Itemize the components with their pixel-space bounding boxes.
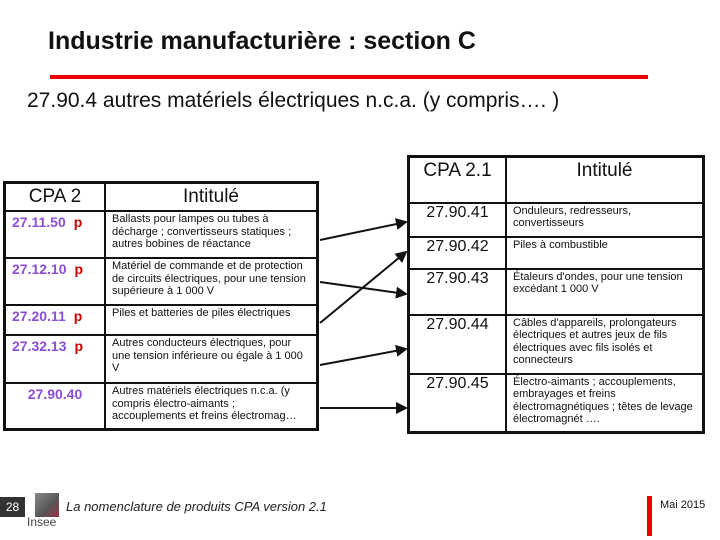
footer-red-bar xyxy=(647,496,652,536)
code-cell: 27.90.44 xyxy=(409,315,507,374)
footer-date: Mai 2015 xyxy=(660,499,706,511)
mapping-arrow xyxy=(320,222,406,240)
footer-text: La nomenclature de produits CPA version 2.1 xyxy=(66,499,327,514)
label-cell: Piles à combustible xyxy=(506,237,704,269)
label-cell: Autres conducteurs électriques, pour une tension inférieure ou égale à 1 000 V xyxy=(105,335,318,383)
header-code: CPA 2.1 xyxy=(409,157,507,203)
label-cell: Étaleurs d'ondes, pour une tension excédant 1 000 V xyxy=(506,269,704,315)
partial-flag: p xyxy=(74,338,84,354)
label-cell: Autres matériels électriques n.c.a. (y compris électro-aimants ; accouplements et freins électromag… xyxy=(105,383,318,429)
label-cell: Onduleurs, redresseurs, convertisseurs xyxy=(506,203,704,237)
code: 27.12.10 xyxy=(12,261,67,277)
code-cell: 27.90.45 xyxy=(409,374,507,433)
header-code: CPA 2 xyxy=(5,183,106,212)
code-cell: 27.90.41 xyxy=(409,203,507,237)
label-cell: Câbles d'appareils, prolongateurs électriques et autres jeux de fils électriques avec fils isolés et connecteurs xyxy=(506,315,704,374)
code-cell: 27.90.42 xyxy=(409,237,507,269)
page-number: 28 xyxy=(0,497,25,517)
mapping-arrow xyxy=(320,252,406,323)
code: 27.11.50 xyxy=(12,214,66,230)
header-label: Intitulé xyxy=(506,157,704,203)
code-cell: 27.90.43 xyxy=(409,269,507,315)
subtitle: 27.90.4 autres matériels électriques n.c.a. (y compris…. ) xyxy=(27,89,560,112)
partial-flag: p xyxy=(74,261,84,277)
label-cell: Piles et batteries de piles électriques xyxy=(105,305,318,335)
code: 27.20.11 xyxy=(12,308,66,324)
code: 27.90.40 xyxy=(27,386,83,402)
label-cell: Ballasts pour lampes ou tubes à décharge ; convertisseurs statiques ; autres bobines de réactance xyxy=(105,211,318,258)
label-cell: Électro-aimants ; accouplements, embrayages et freins électromagnétiques ; têtes de levage électromagnét …. xyxy=(506,374,704,433)
mapping-arrow xyxy=(320,349,406,365)
partial-flag: p xyxy=(73,214,83,230)
label-cell: Matériel de commande et de protection de circuits électriques, pour une tension supérieure à 1 000 V xyxy=(105,258,318,305)
code: 27.32.13 xyxy=(12,338,67,354)
header-label: Intitulé xyxy=(105,183,318,212)
insee-logo-icon xyxy=(35,493,59,517)
insee-logo-text: Insee xyxy=(27,515,57,529)
partial-flag: p xyxy=(73,308,83,324)
page-title: Industrie manufacturière : section C xyxy=(48,27,476,55)
